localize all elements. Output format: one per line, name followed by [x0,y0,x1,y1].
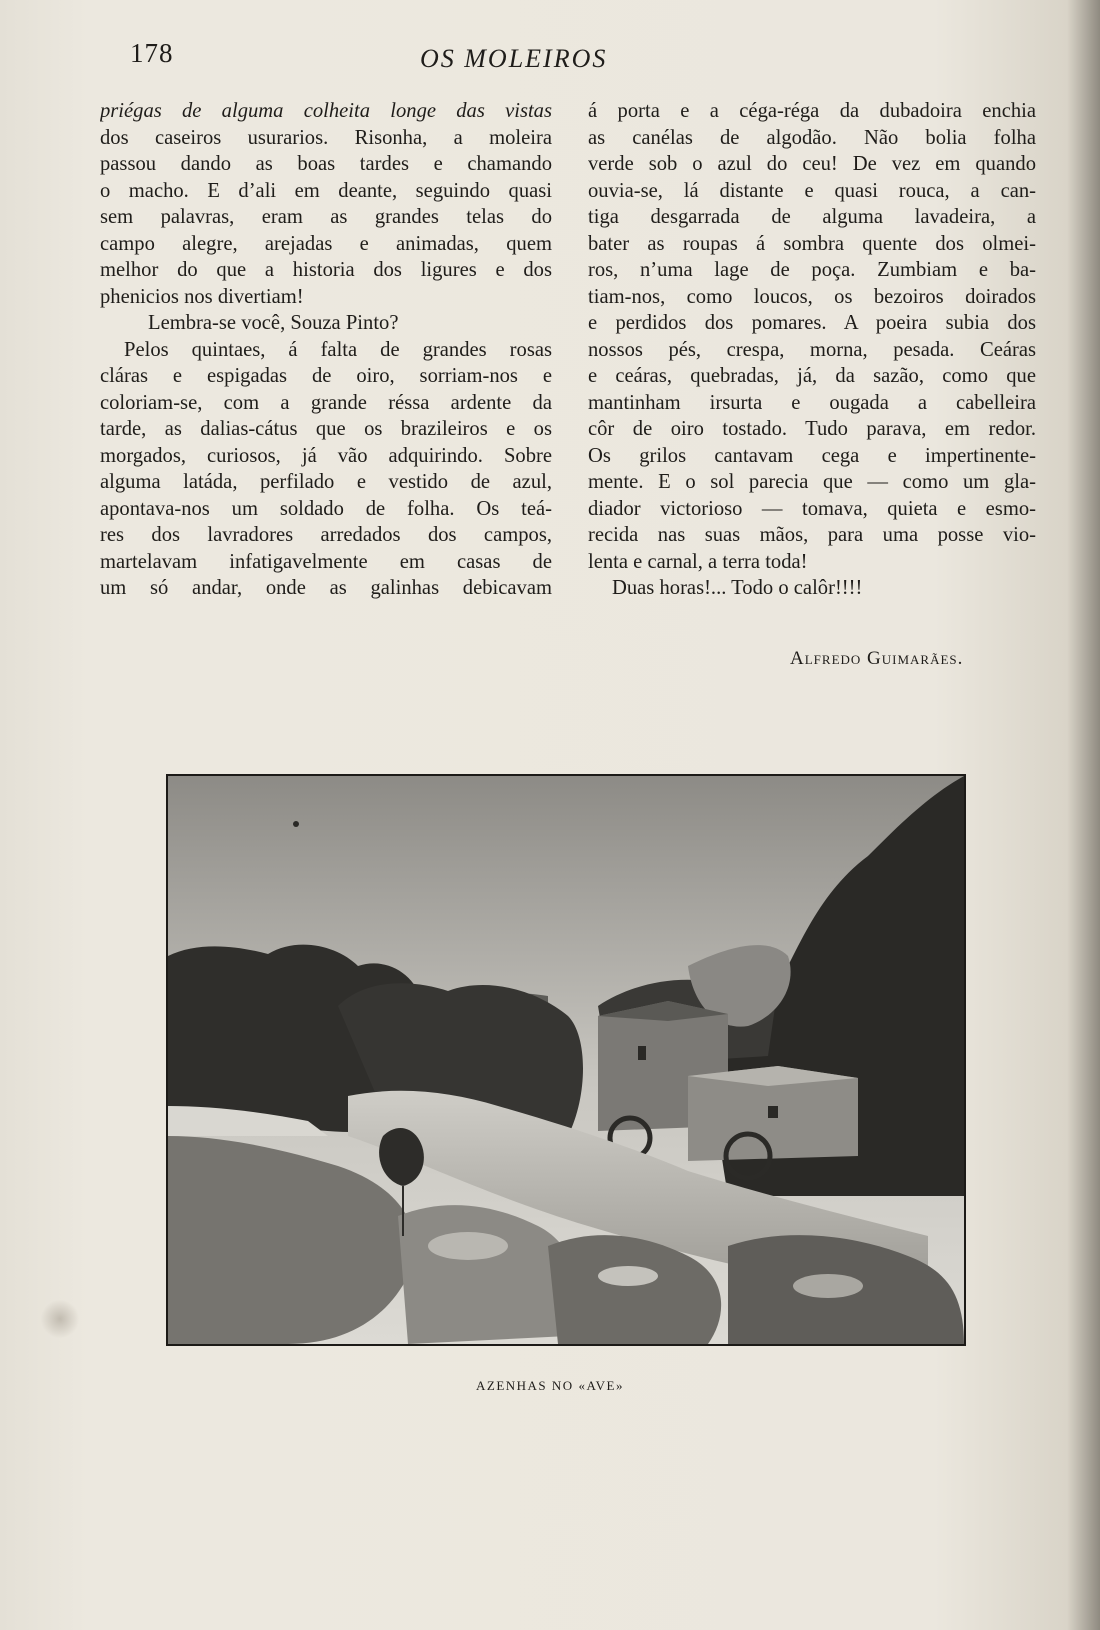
text-line: e perdidos dos pomares. A poeira subia dos [588,312,1036,334]
text-line: Os grilos cantavam cega e impertinente- [588,444,1036,467]
text-line: Pelos quintaes, á falta de grandes rosas [124,338,552,361]
text-line: lenta e carnal, a terra toda! [588,550,808,573]
text-line: ouvia-se, lá distante e quasi rouca, a can- [588,179,1036,202]
text-line: as canélas de algodão. Não bolia folha [588,126,1036,149]
text-line: tarde, as dalias-cátus que os brazileiros e os [100,418,552,440]
text-line: mente. E o sol parecia que — como um gla- [588,471,1036,493]
text-line: diador victorioso — tomava, quieta e esmo- [588,497,1036,520]
text-line: dos caseiros usurarios. Risonha, a moleira [100,126,552,149]
text-line: priégas de alguma colheita longe das vistas [100,100,552,122]
text-line: res dos lavradores arredados dos campos, [100,524,552,546]
text-line: o macho. E d’ali em deante, seguindo quasi [100,179,552,202]
text-line: bater as roupas á sombra quente dos olmei- [588,232,1036,255]
right-column [588,98,1036,602]
left-column [100,98,552,602]
figure-caption: AZENHAS NO «AVE» [476,1378,624,1393]
text-line: campo alegre, arejadas e animadas, quem [100,232,552,255]
text-line: tiam-nos, como loucos, os bezoiros doirados [588,285,1036,308]
text-line: verde sob o azul do ceu! De vez em quando [588,153,1036,175]
text-line: alguma latáda, perfilado e vestido de azul, [100,471,552,493]
photograph-watermills [166,774,966,1346]
text-line: á porta e a céga-réga da dubadoira enchia [588,100,1036,122]
text-line: tiga desgarrada de alguma lavadeira, a [588,206,1036,228]
text-line: morgados, curiosos, já vão adquirindo. Sobre [100,444,552,467]
text-line: recida nas suas mãos, para uma posse vio- [588,524,1036,546]
text-line: coloriam-se, com a grande réssa ardente da [100,391,552,414]
author-signature: Alfredo Guimarães. [790,648,964,669]
paper-stain [40,1300,80,1338]
text-line: Duas horas!... Todo o calôr!!!! [612,577,863,599]
running-title: OS MOLEIROS [420,44,608,73]
text-line: sem palavras, eram as grandes telas do [100,206,552,228]
text-line: ros, n’uma lage de poça. Zumbiam e ba- [588,259,1036,281]
text-line: côr de oiro tostado. Tudo parava, em redor. [588,418,1036,440]
text-line: phenicios nos divertiam! [100,285,304,308]
text-line: e ceáras, quebradas, já, da sazão, como que [588,365,1036,387]
text-line: nossos pés, crespa, morna, pesada. Ceáras [588,338,1036,361]
text-line: um só andar, onde as galinhas debicavam [100,577,552,599]
text-line: martelavam infatigavelmente em casas de [100,550,552,573]
text-line: cláras e espigadas de oiro, sorriam-nos e [100,365,552,387]
text-line: Lembra-se você, Souza Pinto? [148,312,399,334]
photograph-illustration [168,776,964,1344]
text-line: apontava-nos um soldado de folha. Os teá- [100,497,552,520]
text-line: melhor do que a historia dos ligures e dos [100,259,552,281]
page-number: 178 [130,38,174,68]
text-line: passou dando as boas tardes e chamando [100,153,552,175]
text-line: mantinham irsurta e ougada a cabelleira [588,391,1036,414]
